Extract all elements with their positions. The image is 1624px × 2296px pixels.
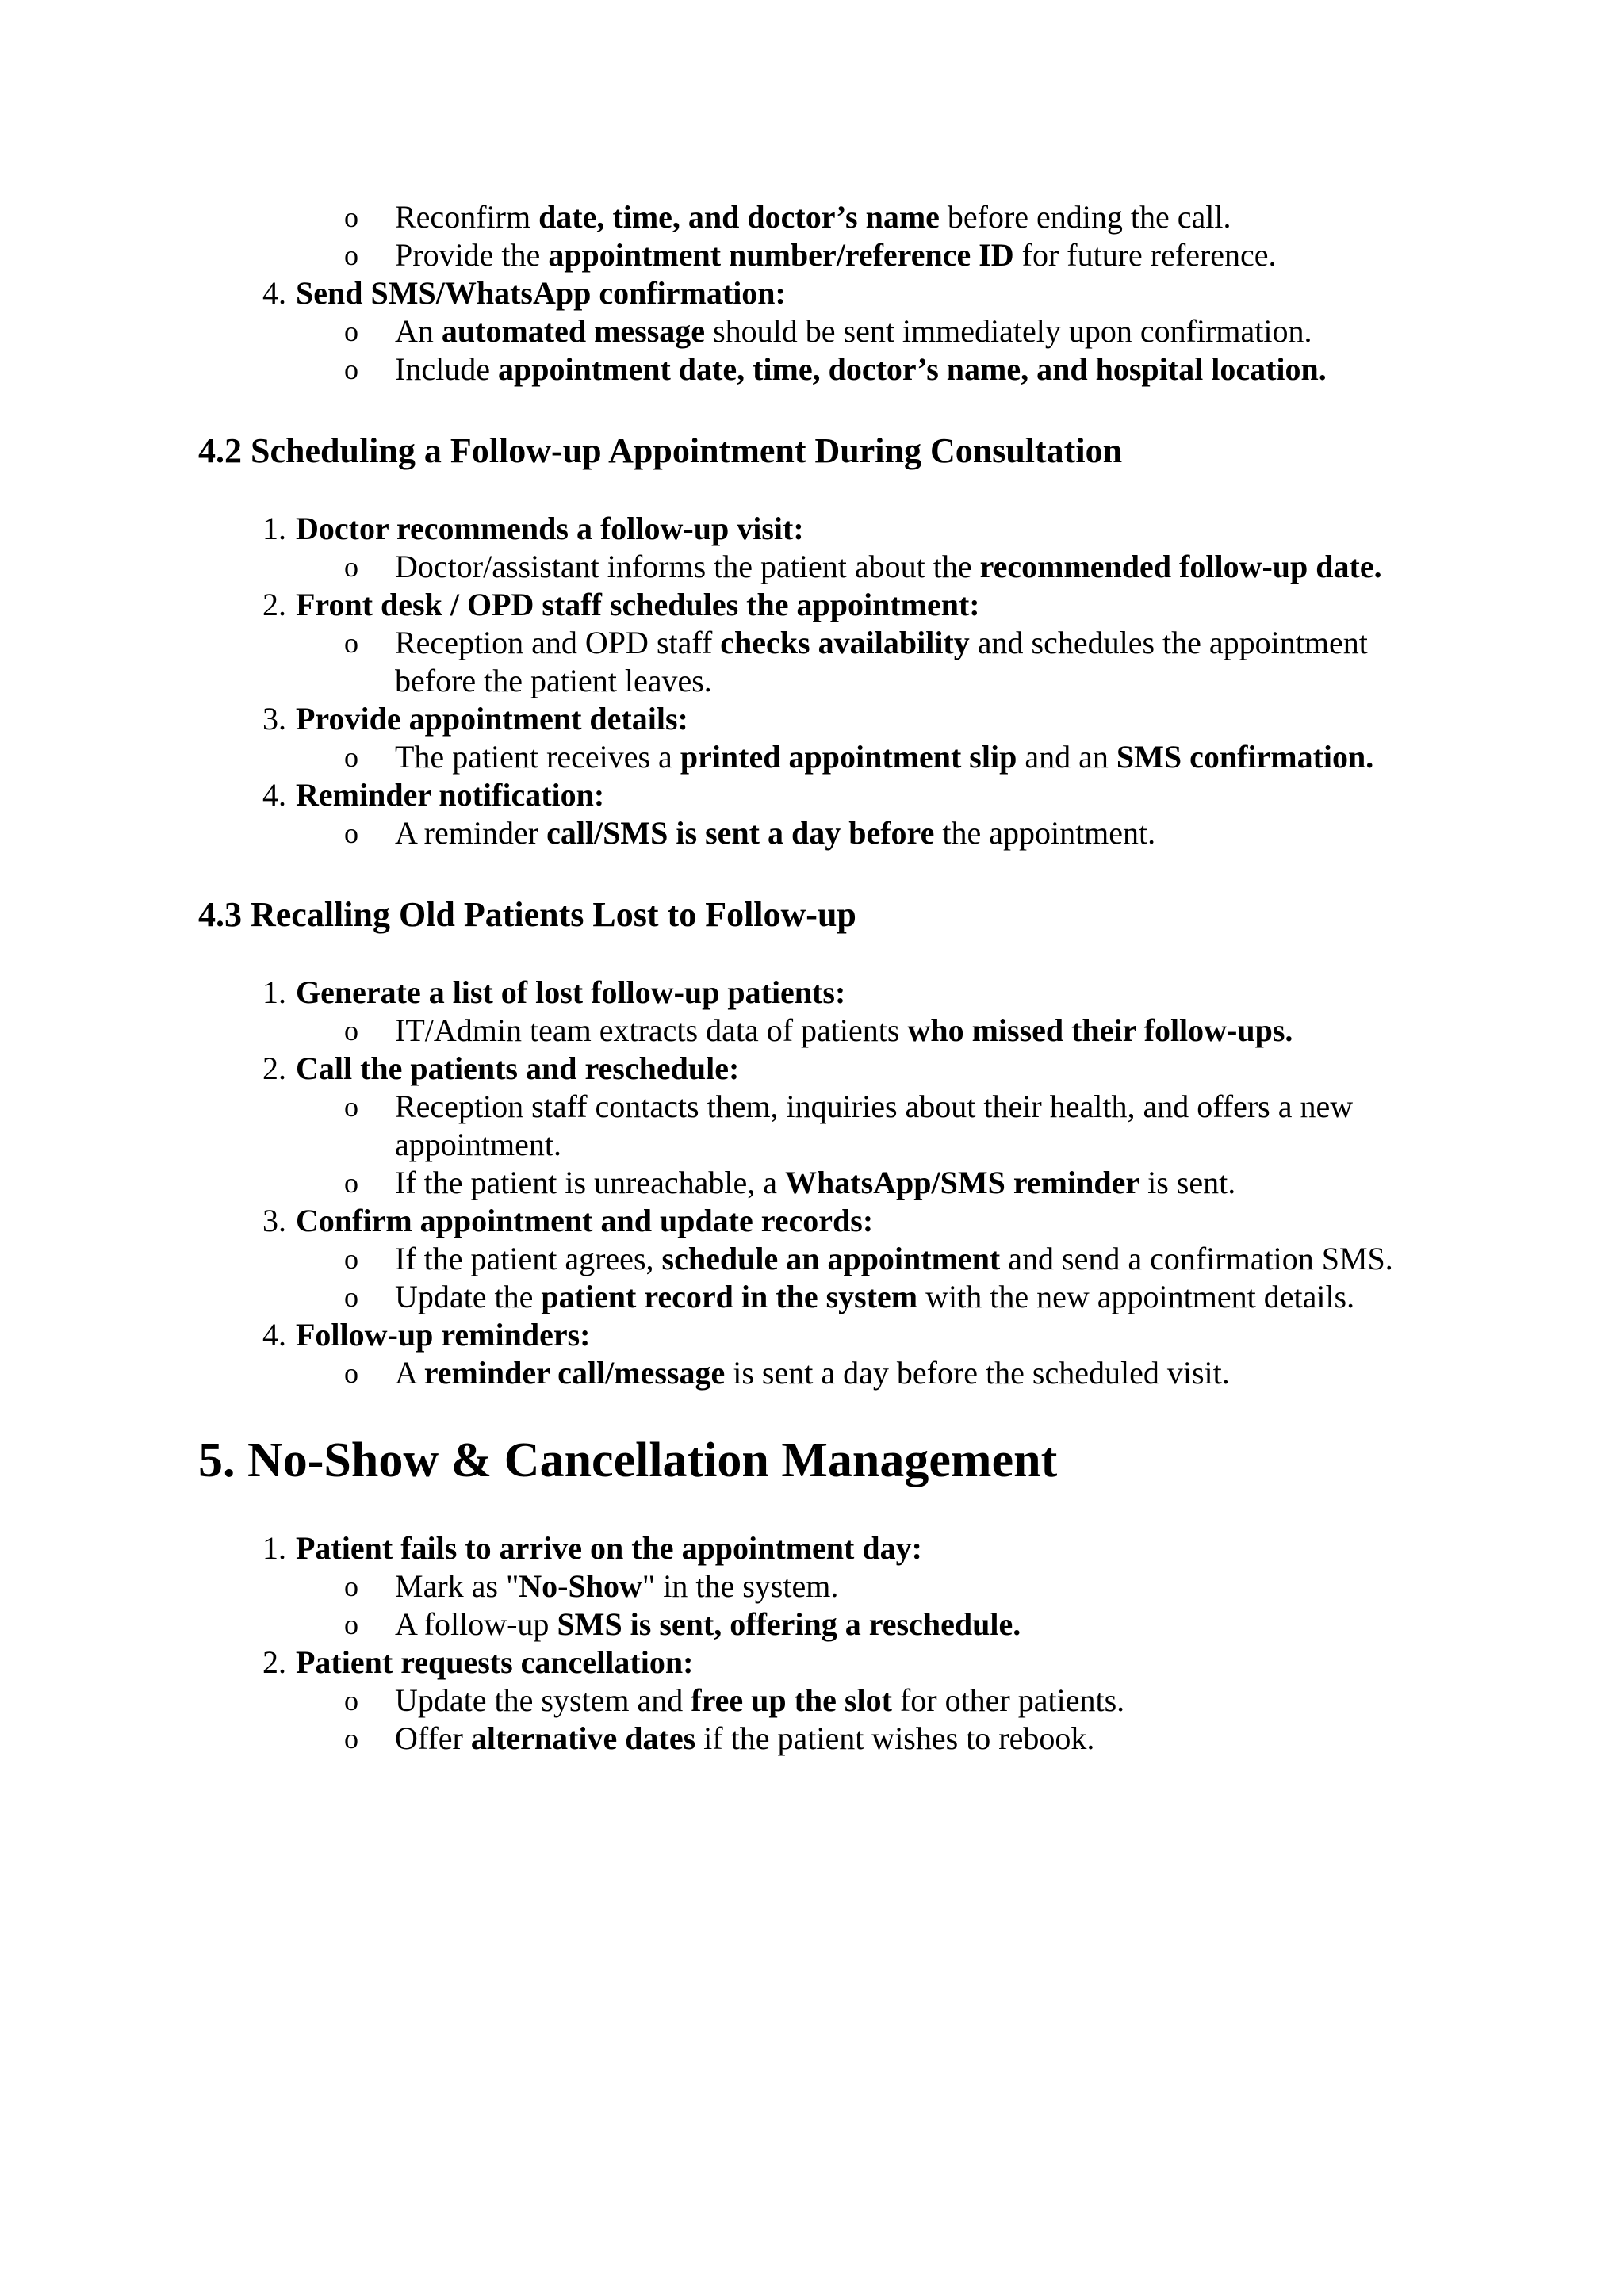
bullet-icon: o — [344, 1281, 358, 1313]
bullet-icon: o — [344, 1015, 358, 1047]
bullet-icon: o — [344, 741, 358, 773]
item-number: 3. — [262, 701, 286, 737]
bullet-icon: o — [344, 1357, 358, 1389]
list-item — [262, 1316, 591, 1354]
bullet-icon: o — [344, 1723, 358, 1755]
bullet-icon: o — [344, 1685, 358, 1716]
bullet-icon: o — [344, 1167, 358, 1199]
bullet-icon: o — [344, 239, 358, 271]
sub-item: o Reception staff contacts them, inquiries about their health, and offers a new — [344, 1089, 1354, 1124]
sub-item: o If the patient agrees, schedule an appointment and send a confirmation SMS. — [344, 1241, 1393, 1276]
item-label: Confirm appointment and update records: — [296, 1203, 874, 1238]
sub-item: o A follow-up SMS is sent, offering a reschedule. — [344, 1606, 1021, 1642]
item-number: 3. — [262, 1203, 286, 1238]
sub-item-continuation: before the patient leaves. — [395, 663, 712, 698]
list-item — [262, 1529, 922, 1567]
item-label: Patient requests cancellation: — [296, 1644, 694, 1680]
list-item — [262, 974, 846, 1012]
list-item — [262, 1050, 740, 1088]
sub-item: o If the patient is unreachable, a WhatsApp/SMS reminder is sent. — [344, 1165, 1236, 1200]
sub-item: o An automated message should be sent immediately upon confirmation. — [344, 313, 1312, 349]
item-label: Front desk / OPD staff schedules the appointment: — [296, 587, 980, 622]
sub-item: o Update the system and free up the slot for other patients. — [344, 1682, 1125, 1718]
item-number: 1. — [262, 511, 286, 546]
sub-item: o Offer alternative dates if the patient wishes to rebook. — [344, 1720, 1095, 1756]
bullet-icon: o — [344, 1091, 358, 1123]
sub-item: o Reception and OPD staff checks availability and schedules the appointment — [344, 625, 1368, 660]
item-number: 1. — [262, 974, 286, 1010]
item-label: Patient fails to arrive on the appointment day: — [296, 1530, 922, 1566]
section-heading: 4.2 Scheduling a Follow-up Appointment During Consultation — [198, 431, 1123, 470]
list-item — [262, 510, 804, 548]
sub-item: o Mark as "No-Show" in the system. — [344, 1568, 839, 1604]
item-label: Doctor recommends a follow-up visit: — [296, 511, 804, 546]
sub-item: o The patient receives a printed appointment slip and an SMS confirmation. — [344, 739, 1374, 775]
item-number: 4. — [262, 1317, 286, 1353]
list-item — [262, 1202, 874, 1240]
item-number: 4. — [262, 275, 286, 311]
sub-item: o A reminder call/message is sent a day before the scheduled visit. — [344, 1355, 1230, 1391]
bullet-icon: o — [344, 1243, 358, 1275]
sub-item: o IT/Admin team extracts data of patients who missed their follow-ups. — [344, 1012, 1293, 1048]
item-label: Call the patients and reschedule: — [296, 1050, 740, 1086]
item-number: 2. — [262, 587, 286, 622]
item-label: Generate a list of lost follow-up patients: — [296, 974, 846, 1010]
sub-item: o Reconfirm date, time, and doctor’s name before ending the call. — [344, 199, 1231, 235]
sub-item-continuation: appointment. — [395, 1127, 561, 1162]
page-title: 5. No-Show & Cancellation Management — [198, 1433, 1058, 1487]
list-item — [262, 586, 980, 624]
sub-item: o A reminder call/SMS is sent a day before the appointment. — [344, 815, 1156, 851]
bullet-icon: o — [344, 1609, 358, 1640]
bullet-icon: o — [344, 551, 358, 583]
item-number: 1. — [262, 1530, 286, 1566]
bullet-icon: o — [344, 627, 358, 659]
item-label: Reminder notification: — [296, 777, 605, 813]
item-label: Provide appointment details: — [296, 701, 688, 737]
bullet-icon: o — [344, 1571, 358, 1602]
list-item — [262, 700, 688, 738]
item-number: 4. — [262, 777, 286, 813]
list-item — [262, 274, 786, 312]
list-item — [262, 776, 605, 814]
sub-item: o Provide the appointment number/reference ID for future reference. — [344, 237, 1277, 273]
sub-item: o Doctor/assistant informs the patient about the recommended follow-up date. — [344, 549, 1382, 584]
item-label: Follow-up reminders: — [296, 1317, 591, 1353]
sub-item: o Update the patient record in the system with the new appointment details. — [344, 1279, 1355, 1314]
section-heading: 4.3 Recalling Old Patients Lost to Follow-up — [198, 895, 856, 934]
item-label: Send SMS/WhatsApp confirmation: — [296, 275, 786, 311]
bullet-icon: o — [344, 817, 358, 849]
bullet-icon: o — [344, 316, 358, 347]
bullet-icon: o — [344, 201, 358, 233]
item-number: 2. — [262, 1050, 286, 1086]
list-item — [262, 1644, 694, 1682]
item-number: 2. — [262, 1644, 286, 1680]
sub-item: o Include appointment date, time, doctor’s name, and hospital location. — [344, 351, 1327, 387]
bullet-icon: o — [344, 354, 358, 385]
